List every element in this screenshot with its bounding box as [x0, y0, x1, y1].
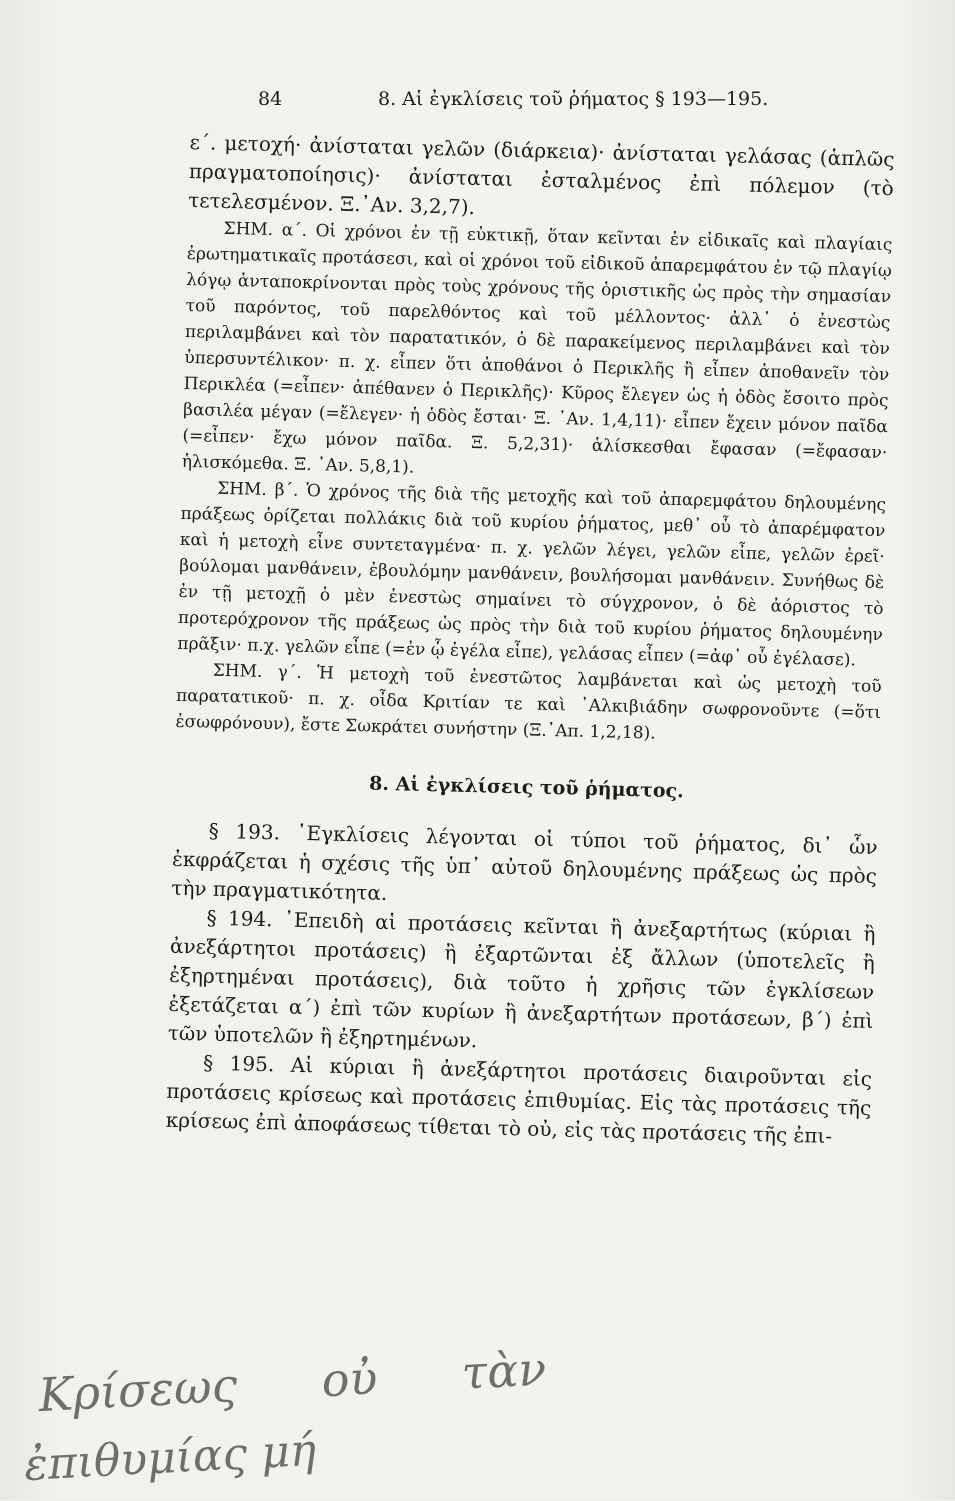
handwriting-line-2: ἐπιθυμίας μή: [22, 1424, 318, 1491]
note-beta: ΣΗΜ. β΄. Ὁ χρόνος τῆς διὰ τῆς μετοχῆς καὶ τοῦ ἀπαρεμφάτου δηλουμένης πράξεως ὁρίζεται πολλάκις διὰ τοῦ κυρίου ῥήματος, μεθ᾽ οὗ τὸ ἀπαρέμφατον καὶ ἡ μετοχὴ εἶνε συντεταγμένα· π. χ. γελῶν λέγει, γελῶν εἶπε, γελῶν ἐρεῖ· βούλομαι μανθάνειν, ἐβουλόμην μανθάνειν, βουλήσομαι μανθάνειν. Συνήθως δὲ ἐν τῇ μετοχῇ ὁ μὲν ἐνεστὼς σημαίνει τὸ σύγχρονον, ὁ δὲ ἀόριστος τὸ προτερόχρονον τῆς πράξεως ὡς πρὸς τὴν διὰ τοῦ κυρίου ῥήματος δηλουμένην πρᾶξιν· π.χ. γελῶν εἶπε (=ἐν ᾧ ἐγέλα εἶπε), γελάσας εἶπεν (=ἀφ᾽ οὗ ἐγέλασε).: [177, 478, 887, 671]
handwriting-word: Κρίσεως: [37, 1357, 239, 1423]
section-heading: 8. Αἱ ἐγκλίσεις τοῦ ῥήματος.: [368, 772, 685, 803]
intro-paragraph: ε΄. μετοχή· ἀνίσταται γελῶν (διάρκεια)· ἀνίσταται γελάσας (ἁπλῶς πραγματοποίησις)· ἀνίσταται ἐσταλμένος ἐπὶ πόλεμον (τὸ τετελεσμένον. Ξ.᾽Αν. 3,2,7).: [187, 129, 895, 219]
note-alpha: ΣΗΜ. α΄. Οἱ χρόνοι ἐν τῇ εὐκτικῇ, ὅταν κεῖνται ἐν εἰδικαῖς καὶ πλαγίαις ἐρωτηματικαῖς προτάσεσι, καὶ οἱ χρόνοι τοῦ εἰδικοῦ ἀπαρεμφάτου ἐν τῷ πλαγίῳ λόγῳ ἀνταποκρίνονται πρὸς τοὺς χρόνους τῆς ὁριστικῆς ὡς πρὸς τὴν σημασίαν τοῦ παρόντος, τοῦ παρελθόντος καὶ τοῦ μέλλοντος· ἀλλ᾽ ὁ ἐνεστὼς περιλαμβάνει καὶ τὸν παρατατικόν, ὁ δὲ παρακείμενος περιλαμβάνει καὶ τὸν ὑπερσυντέλικον· π. χ. εἶπεν ὅτι ἀποθάνοι ὁ Περικλῆς ἢ εἶπεν ἀποθανεῖν τὸν Περικλέα (=εἶπεν· ἀπέθανεν ὁ Περικλῆς)· Κῦρος ἔλεγεν ὡς ἡ ὁδὸς ἔσοιτο πρὸς βασιλέα μέγαν (=ἔλεγεν· ἡ ὁδὸς ἔσται· Ξ. ᾽Αν. 1,4,11)· εἶπεν ἔχειν μόνον παῖδα (=εἶπεν· ἔχω μόνον παῖδα. Ξ. 5,2,31)· ἁλίσκεσθαι ἔφασαν (=ἔφασαν· ἡλισκόμεθα. Ξ. ᾽Αν. 5,8,1).: [181, 218, 893, 478]
running-title: 8. Αἱ ἐγκλίσεις τοῦ ῥήματος § 193—195.: [378, 88, 769, 110]
note-gamma: ΣΗΜ. γ΄. Ἡ μετοχὴ τοῦ ἐνεστῶτος λαμβάνεται καὶ ὡς μετοχὴ τοῦ παρατατικοῦ· π. χ. οἶδα Κριτίαν τε καὶ ᾽Αλκιβιάδην σωφρονοῦντε (=ὅτι ἐσωφρόνουν), ἔστε Σωκράτει συνήστην (Ξ.᾽Απ. 1,2,18).: [175, 660, 882, 744]
paragraph-195: § 195. Αἱ κύριαι ἢ ἀνεξάρτητοι προτάσεις διαιροῦνται εἰς προτάσεις κρίσεως καὶ προτάσεις ἐπιθυμίας. Εἰς τὰς προτάσεις τῆς κρίσεως ἐπὶ ἀποφάσεως τίθεται τὸ οὐ, εἰς τὰς προτάσεις τῆς ἐπι-: [165, 1050, 873, 1148]
page-number: 84: [258, 88, 283, 110]
page-header: [258, 88, 895, 110]
handwriting-word: τὰν: [460, 1341, 548, 1400]
paragraph-193: § 193. ᾽Εγκλίσεις λέγονται οἱ τύποι τοῦ ῥήματος, δι᾽ ὧν ἐκφράζεται ἡ σχέσις τῆς ὑπ᾽ αὐτοῦ δηλουμένης πράξεως ὡς πρὸς τὴν πραγματικότητα.: [171, 818, 878, 906]
handwriting-word: οὐ: [320, 1350, 379, 1408]
body-text: [165, 128, 894, 1152]
handwritten-annotation: [22, 1330, 622, 1500]
paragraph-194: § 194. ᾽Επειδὴ αἱ προτάσεις κεῖνται ἢ ἀνεξαρτήτως (κύριαι ἢ ἀνεξάρτητοι προτάσεις) ἢ ἐξαρτῶνται ἐξ ἄλλων (ὑποτελεῖς ἢ ἐξηρτημέναι προτάσεις), διὰ τοῦτο ἡ χρῆσις τῶν ἐγκλίσεων ἐξετάζεται α΄) ἐπὶ τῶν κυρίων ἢ ἀνεξαρτήτων προτάσεων, β΄) ἐπὶ τῶν ὑποτελῶν ἢ ἐξηρτημένων.: [167, 905, 876, 1053]
